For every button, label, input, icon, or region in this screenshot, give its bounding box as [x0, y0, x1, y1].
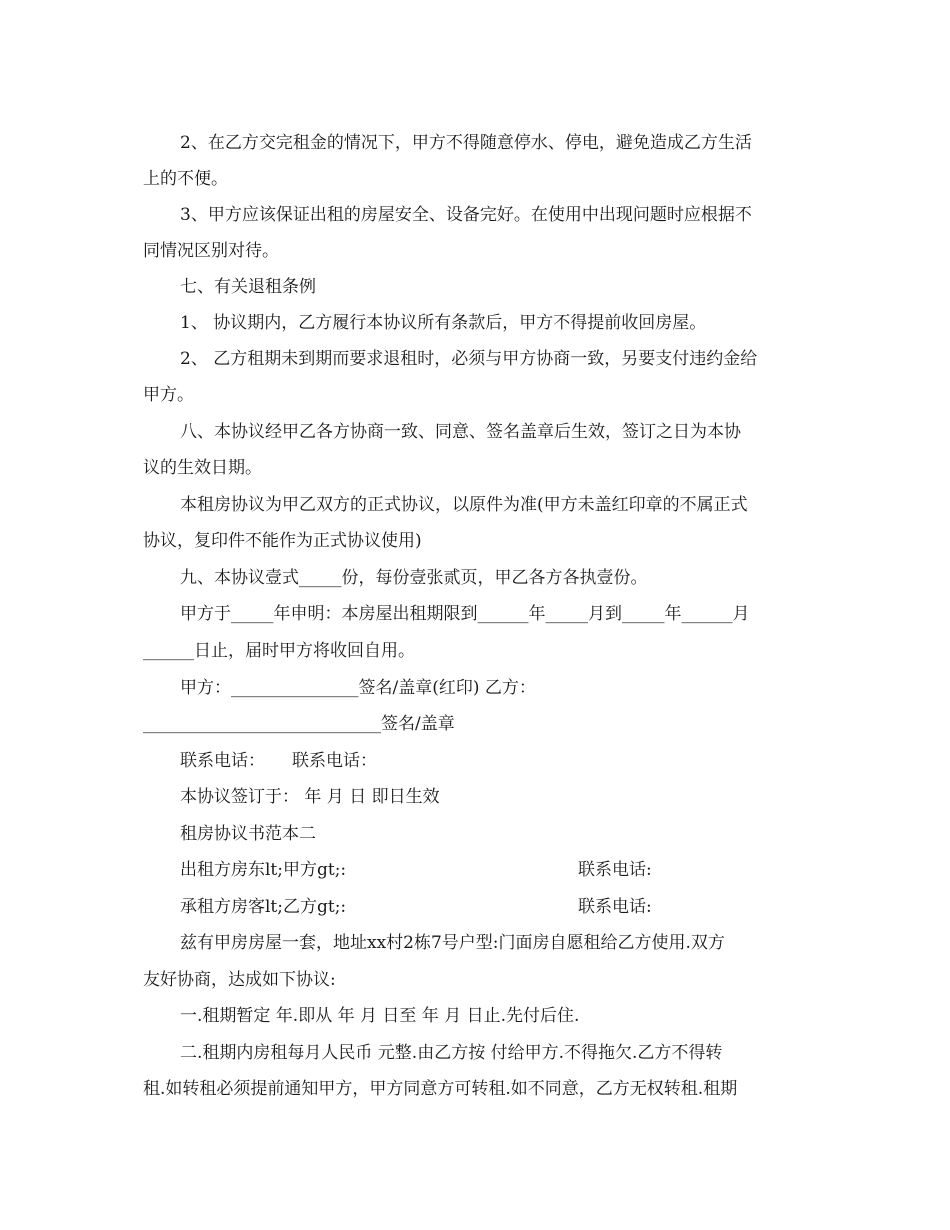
text-line: 甲方。 — [143, 385, 194, 405]
section-title: 租房协议书范本二 — [180, 824, 316, 844]
text-line: 上的不便。 — [143, 169, 228, 189]
contact-line: 联系电话： 联系电话： — [180, 751, 378, 771]
text-line: 2、在乙方交完租金的情况下，甲方不得随意停水、停电，避免造成乙方生活 — [180, 133, 752, 153]
text-line: 友好协商，达成如下协议: — [143, 970, 336, 990]
text-line: 兹有甲房房屋一套，地址xx村2栋7号户型:门面房自愿租给乙方使用.双方 — [180, 933, 725, 953]
lessee-label: 承租方房客lt;乙方gt;: — [180, 897, 347, 917]
text-line: 3、甲方应该保证出租的房屋安全、设备完好。在使用中出现问题时应根据不 — [180, 205, 752, 225]
text-line: ______日止，届时甲方将收回自用。 — [143, 641, 415, 661]
text-line: 1、 协议期内，乙方履行本协议所有条款后，甲方不得提前收回房屋。 — [180, 313, 707, 333]
text-line: 同情况区别对待。 — [143, 241, 279, 261]
text-line: 一.租期暂定 年.即从 年 月 日至 年 月 日止.先付后住. — [180, 1006, 580, 1026]
lessor-label: 出租方房东lt;甲方gt;: — [180, 860, 347, 880]
text-line: 租.如转租必须提前通知甲方，甲方同意方可转租.如不同意，乙方无权转租.租期 — [143, 1079, 738, 1099]
text-line: 八、本协议经甲乙各方协商一致、同意、签名盖章后生效，签订之日为本协 — [180, 422, 741, 442]
lessee-phone-label: 联系电话: — [578, 897, 652, 917]
text-line: 2、 乙方租期未到期而要求退租时，必须与甲方协商一致，另要支付违约金给 — [180, 349, 758, 369]
text-line: 本租房协议为甲乙双方的正式协议，以原件为准(甲方未盖红印章的不属正式 — [180, 495, 748, 515]
text-line: 甲方于_____年申明：本房屋出租期限到______年_____月到_____年______月 — [180, 604, 750, 624]
text-line: 九、本协议壹式_____份，每份壹张贰页，甲乙各方各执壹份。 — [180, 568, 648, 588]
signature-line: 甲方：_______________签名/盖章(红印) 乙方： — [180, 678, 536, 698]
section-heading: 七、有关退租条例 — [180, 277, 316, 297]
signature-line: ____________________________签名/盖章 — [143, 714, 455, 734]
text-line: 议的生效日期。 — [143, 458, 262, 478]
date-line: 本协议签订于： 年 月 日 即日生效 — [180, 787, 440, 807]
lessor-phone-label: 联系电话: — [578, 860, 652, 880]
text-line: 协议，复印件不能作为正式协议使用) — [143, 531, 422, 551]
text-line: 二.租期内房租每月人民币 元整.由乙方按 付给甲方.不得拖欠.乙方不得转 — [180, 1043, 723, 1063]
